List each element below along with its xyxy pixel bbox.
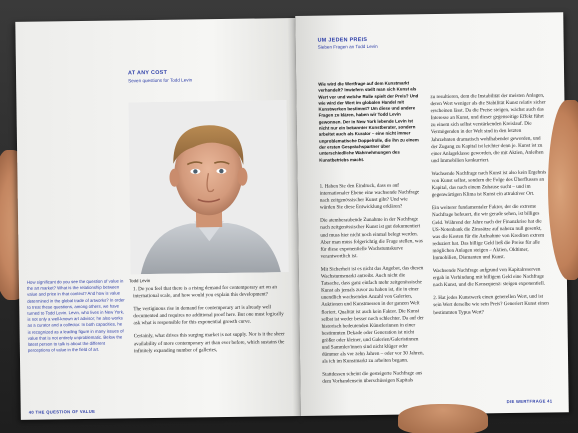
photo-caption: Todd Levin [128, 278, 151, 284]
right-subkicker: Sieben Fragen an Todd Levin [317, 43, 378, 50]
body-paragraph: Wachsende Nachfrage nach Kunst ist also kein Ergebnis von Kunst selbst, sondern die Folge des Überflusses an Kapital, das nach einem Zuhause sucht – und im gegenwärtigen Klima ist Kunst ein attraktiver Ort. [431, 169, 547, 199]
body-paragraph: Certainly, what drives this surging market is not supply. Nor is it the sheer availability of more contemporary art than ever before, which sustains the infinitely expanding number of galleries, [133, 331, 285, 354]
right-body-column-2 [430, 92, 550, 394]
right-folio: DIE WERTFRAGE 41 [506, 398, 553, 405]
intro-blurb: How significant do you see the question of value in the art market? What is the relationship between value and price in that context? And how is value determined in the global trade of artworks? In order to treat these questions, among others, we have turned to Todd Levin. Levin, who lives in New York, is not only a well-known art advisor; he also works as a curator and a collector. In both capacities, he is recognized as a leading figure in many issues of value that is not entirely unproblematic. Below the latest person to talk is about the different perceptions of value in the field of art. [26, 278, 125, 353]
left-subkicker: Seven questions for Todd Levin [128, 77, 193, 84]
right-body-column-1 [320, 182, 427, 395]
left-folio: 40 THE QUESTION OF VALUE [28, 408, 96, 415]
body-paragraph: Stattdessen scheint die gesteigerte Nachfrage aus dem Vorhandensein überschüssigen Kapitals [322, 370, 423, 385]
right-bold-intro: Wie wird die Wertfrage auf dem Kunstmarkt verhandelt? Inwiefern stellt man sich Kunst als Wert vor und welche Rolle spielt der Preis? Und wie wird der Wert im globalen Handel mit Kunstwerken bestimmt? Um diese und andere Fragen zu klären, haben wir Todd Levin gewonnen. Der in New York lebende Levin ist nicht nur ein bekannter Kunstberater, sondern arbeitet auch als Kurator – eine nicht immer unproblematische Doppelrolle, die ihn zu einem der ersten Gesprächspartner über unterschiedliche Wahrnehmungen des Kunstbetriebs macht. [318, 80, 419, 163]
left-kicker: AT ANY COST [127, 69, 168, 77]
open-magazine [15, 2, 577, 426]
body-paragraph: Mit Sicherheit ist es nicht das Angebot, das diesen Wachstumsmarkt antreibt. Auch nicht die Tatsache, dass ganz einfach mehr zeitgenössische Kunst als jemals zuvor zu haben ist, die in einer unendlich wachsenden Anzahl von Galerien, Auktionen und Kunstmessen in der ganzen Welt floriert. Qualität ist auch kein Faktor. Die Kunst selbst ist weder besser noch schlechter. Da auf der historisch bedeutenden Künstlerinnen in einer bestimmten Dekade oder Generation ist nicht größer oder kleiner, und Galerien/Galeristinnen und Sammler/innen sind nicht klüger oder dümmer als vor zehn Jahren – oder vor 30 Jahren, als ich im Kunstmarkt zu arbeiten begann. [320, 265, 424, 365]
body-paragraph: Ein weiterer fundamentaler Faktor, der die extreme Nachfrage befeuert, die wir gerade sehen, ist billiges Geld. Während der Jahre nach der Finanzkrise hat die US-Notenbank die Zinssätze auf nahezu null gesenkt, was die Kosten für die Aufnahme von Krediten extrem reduziert hat. Das billige Geld ließ die Preise für alle möglichen Anlagen steigen – Aktien, Oldtimer, Immobilien, Diamanten und Kunst. [431, 203, 545, 262]
bottom-thumb [398, 404, 488, 433]
portrait-photo [128, 100, 288, 274]
left-body-column [133, 284, 291, 404]
body-paragraph: The vertiginous rise in demand for contemporary art is already well documented and requires no additional proof here. But one must logically ask what is responsible for this exponential growth curve. [133, 304, 284, 327]
body-paragraph: 1. Haben Sie den Eindruck, dass es auf internationaler Ebene eine wachsende Nachfrage nach zeitgenössischer Kunst gibt? Und wie würden Sie diese Entwicklung erklären? [319, 182, 420, 211]
body-paragraph: zu resultieren, dem die Instabilität der meisten Anlagen, deren Wert weniger als die Stabilität Kunst relativ sicher erscheinen lässt. Da die Preise steigen, wächst auch das Interesse an Kunst, und dieser gegenseitige Effekt führt zu einem sich selbst verstärkenden Kreislauf. Die Vermögenden in der Welt sind in den letzten Jahrzehnten dramatisch wohlhabender geworden, und der Zugang zu Kapital ist leichter denn je. Kunst ist zu einer Anlageklasse geworden, die mit Aktien, Anleihen und Immobilien konkurriert. [430, 92, 546, 164]
body-paragraph: 1. Do you feel that there is a rising demand for contemporary art on an international scale, and how would you explain this development? [132, 284, 277, 300]
portrait-illustration [128, 100, 288, 274]
body-paragraph: Wachsende Nachfrage aufgrund von Kapitalreserven ergab in Verbindung mit billigem Geld eine Nachfrage nach Kunst, und die Konsequenz: steigen exponentiell. [432, 266, 546, 289]
right-kicker: UM JEDEN PREIS [317, 36, 368, 44]
body-paragraph: Die atemberaubende Zunahme in der Nachfrage nach zeitgenössischer Kunst ist gut dokumentiert und muss hier nicht noch einmal belegt werden. Aber man muss folgerichtig die Frage stellen, was für diese exponentielle Wachstumskurve verantwortlich ist. [320, 216, 423, 260]
right-page [295, 12, 569, 416]
body-paragraph: 2. Hat jedes Kunstwerk einen generellen Wert, und ist sein Wert derselbe wie sein Preis? Generiert Kunst einen bestimmten Typus Wert? [433, 293, 549, 316]
left-page [15, 18, 301, 420]
